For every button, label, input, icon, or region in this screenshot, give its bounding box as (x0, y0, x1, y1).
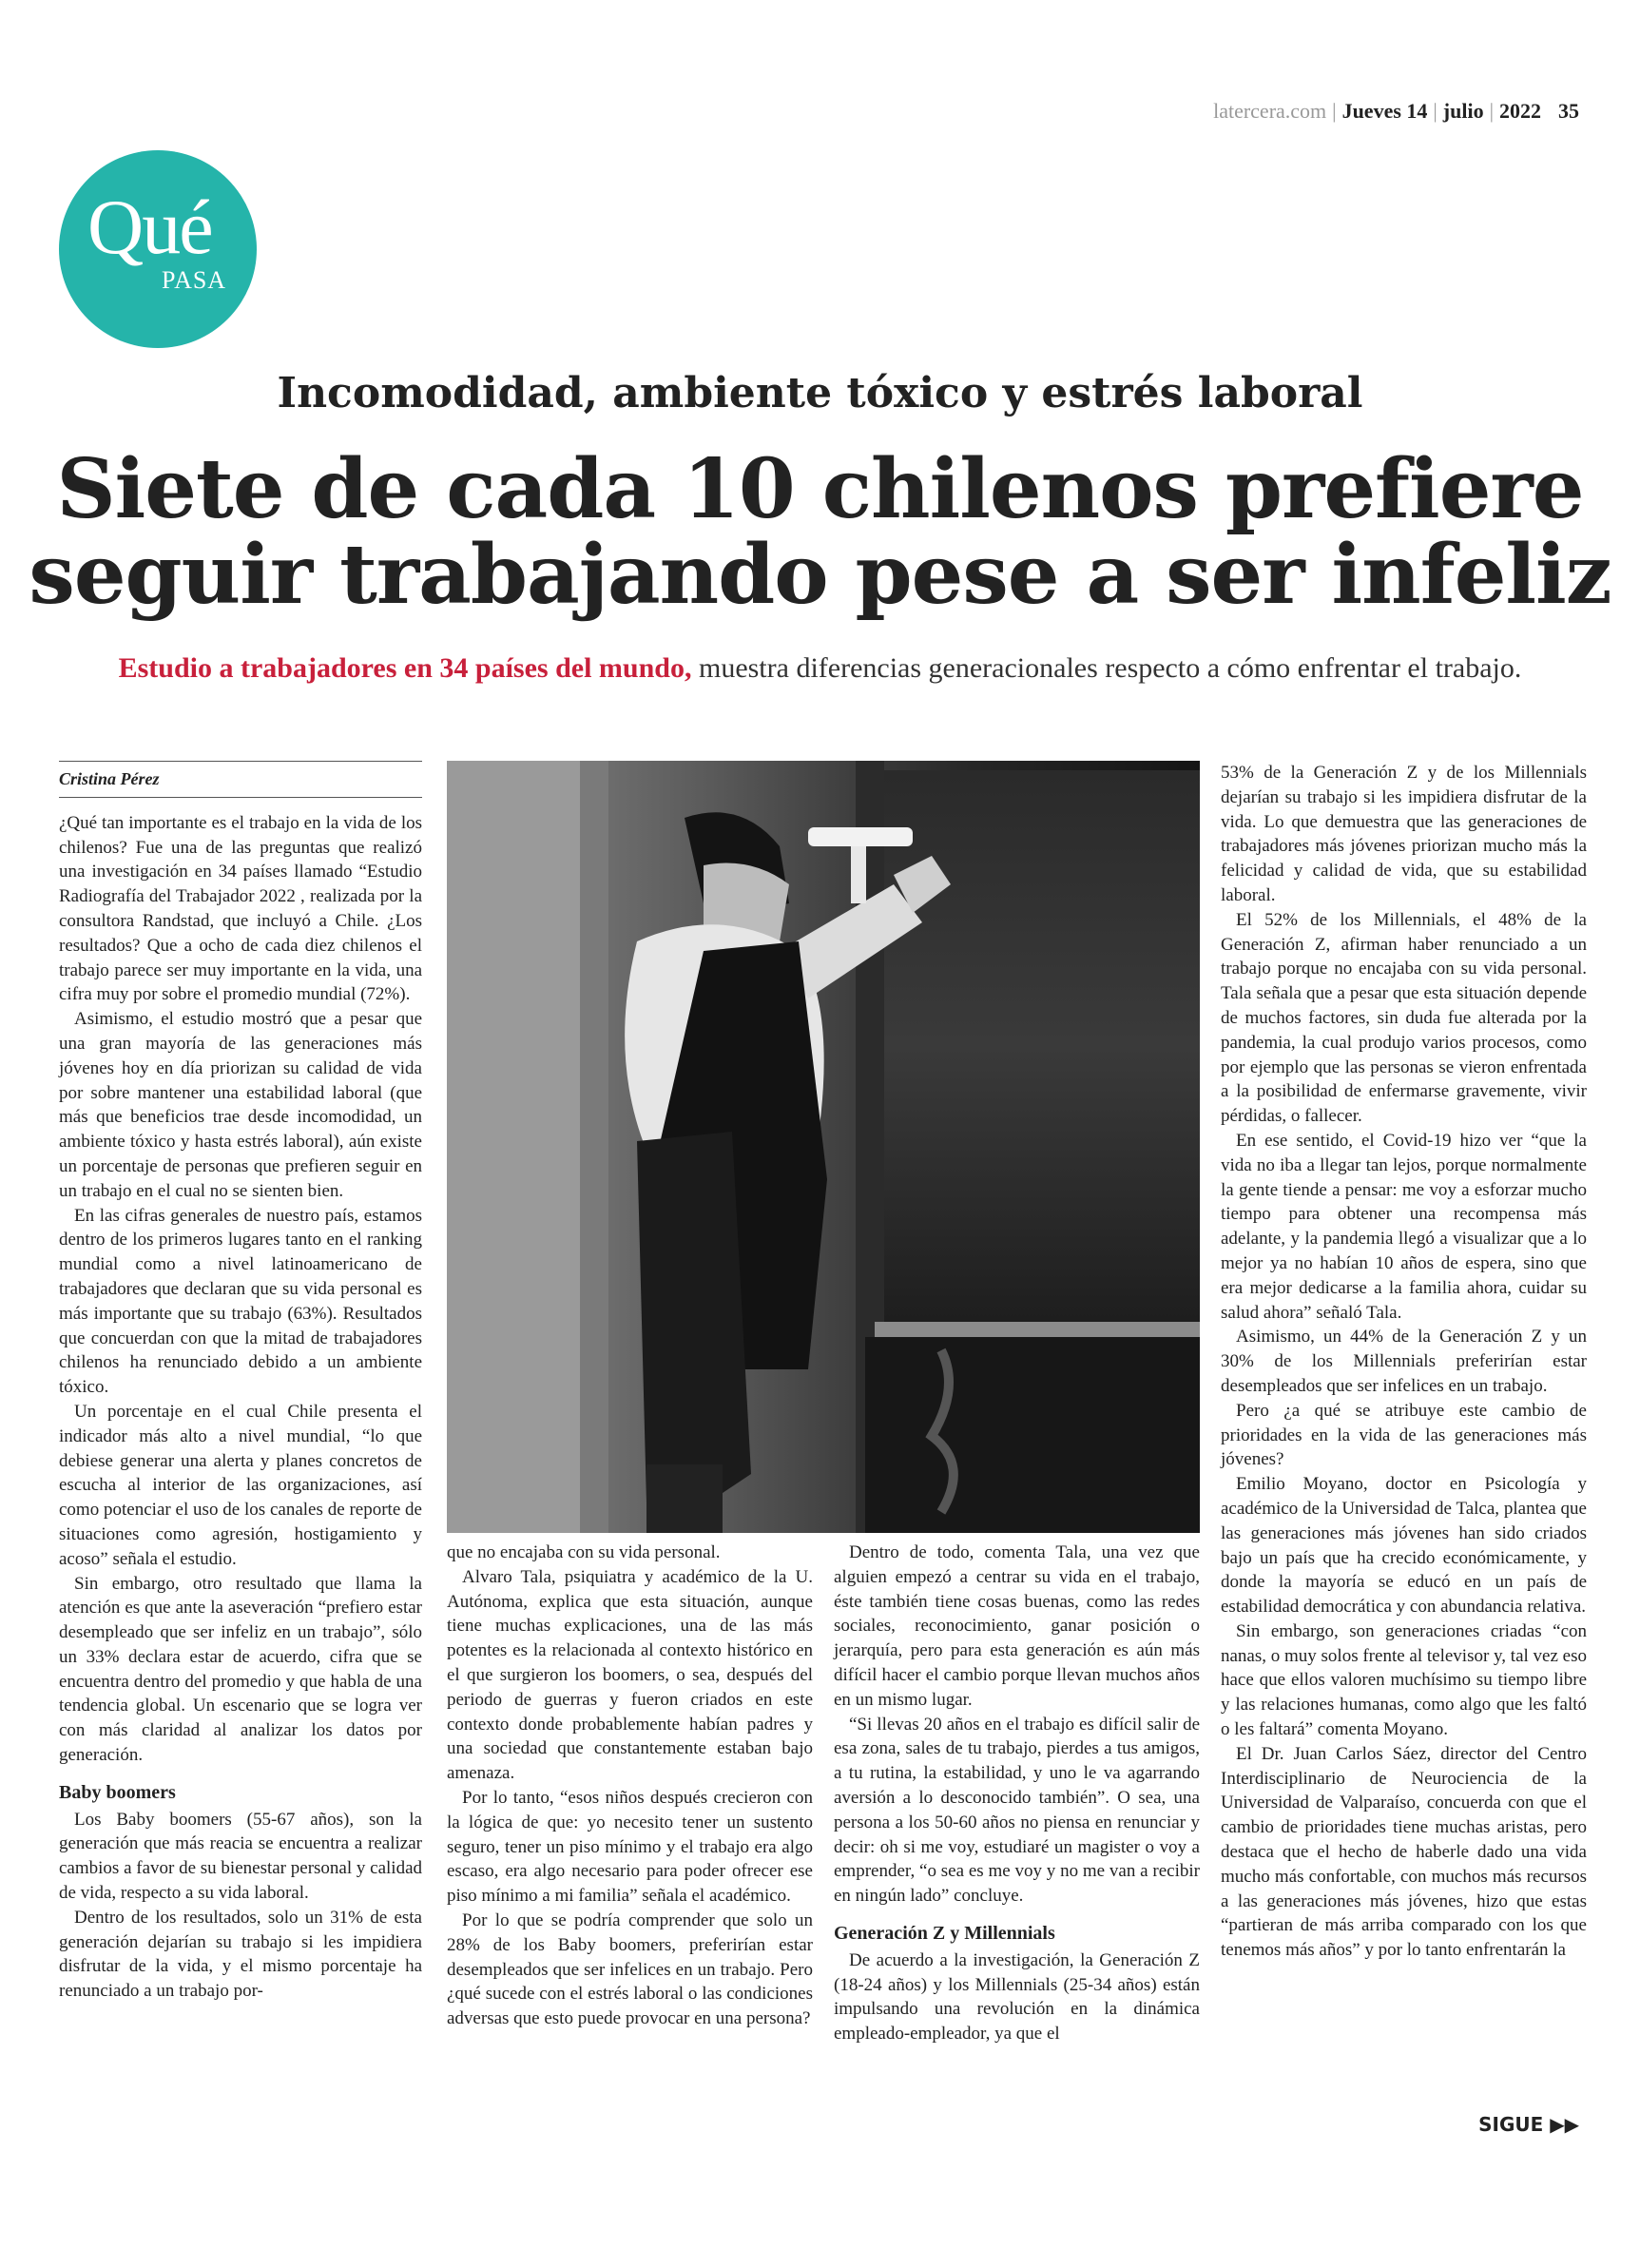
paragraph: Sin embargo, son generaciones criadas “con nanas, o muy solos frente al televisor y, tal vez eso hace que ellos valoren muchísimo su tiempo libre y las relaciones humanas, como algo que les faltó o les faltará” comenta Moyano. (1221, 1620, 1587, 1740)
paragraph: Asimismo, el estudio mostró que a pesar que una gran mayoría de las generaciones más jóvenes hoy en día priorizan su calidad de vida por sobre mantener una estabilidad laboral (que más que beneficios trae desde incomodidad, un ambiente tóxico y hasta estrés laboral), aún existe un porcentaje de personas que prefieren seguir en un trabajo en el cual no se sienten bien. (59, 1009, 422, 1201)
headline-line-2: seguir trabajando pese a ser infeliz (29, 527, 1611, 623)
deck-lead: Estudio a trabajadores en 34 países del mundo, (118, 652, 692, 684)
kicker: Incomodidad, ambiente tóxico y estrés laboral (277, 369, 1363, 417)
paragraph: Un porcentaje en el cual Chile presenta el indicador más alto a nivel mundial, “lo que debiese generar una alerta y planes concretos de escucha al interior de las organizaciones, así como potenciar el uso de los canales de reporte de situaciones como agresión, hostigamiento y acoso” señala el estudio. (59, 1401, 422, 1569)
logo-pasa: PASA (162, 266, 227, 294)
deck (0, 652, 1640, 685)
paragraph: Sin embargo, otro resultado que llama la atención es que ante la aseveración “prefiero estar desempleado que ser infeliz en un trabajo”, sólo un 33% declara estar de acuerdo, cifra que se encuentra dentro del promedio y que habla de una tendencia global. Un escenario que se logra ver con más claridad al analizar los datos por generación. (59, 1573, 422, 1766)
paragraph: El Dr. Juan Carlos Sáez, director del Centro Interdisciplinario de Neurociencia de la Universidad de Valparaíso, concuerda con que el cambio de prioridades tiene muchas aristas, pero destaca que el hecho de haberle dado una vida mucho más confortable, con muchos más recursos a las generaciones más jóvenes, hizo que estas “partieran de más arriba comparado con los que tenemos más años” y por lo tanto enfrentarán la (1221, 1743, 1587, 1961)
paragraph: Emilio Moyano, doctor en Psicología y académico de la Universidad de Talca, plantea que las generaciones más jóvenes han sido criados bajo un país que ha crecido económicamente, y donde la mayoría se educó en un país de estabilidad democrática y con abundancia relativa. (1221, 1474, 1587, 1618)
site-name: latercera.com (1213, 99, 1327, 123)
article-column-3 (834, 1541, 1200, 2046)
headline (0, 441, 1640, 623)
article-photo (447, 761, 1200, 1533)
paragraph: En ese sentido, el Covid-19 hizo ver “que la vida no iba a llegar tan lejos, porque normalmente la gente tiende a pensar: me voy a esforzar mucho tiempo para obtener una recompensa más adelante, y la pandemia llegó a visualizar que a lo mejor ya no habían 10 años de espera, sino que era mejor dedicarse a la familia ahora, cuidar su salud ahora” señaló Tala. (1221, 1130, 1587, 1323)
article-column-4 (1221, 761, 1587, 1963)
paragraph: Por lo tanto, “esos niños después crecieron con la lógica de que: yo necesito tener un sustento seguro, tener un piso mínimo y el trabajo era algo escaso, era algo necesario para poder ofrecer ese piso mínimo a mi familia” señala el académico. (447, 1787, 813, 1907)
paragraph: En las cifras generales de nuestro país, estamos dentro de los primeros lugares tanto en el ranking mundial como a nivel latinoamericano de trabajadores que declaran que su vida personal es más importante que su trabajo (63%). Resultados que concuerdan con que la mitad de trabajadores chilenos ha renunciado debido a un ambiente tóxico. (59, 1205, 422, 1398)
paragraph: Los Baby boomers (55-67 años), son la generación que más reacia se encuentra a realizar cambios a favor de su bienestar personal y calidad de vida, respecto a su vida laboral. (59, 1809, 422, 1904)
date-day: Jueves 14 (1341, 99, 1428, 123)
paragraph: Dentro de todo, comenta Tala, una vez que alguien empezó a centrar su vida en el trabajo, éste también tiene cosas buenas, como las redes sociales, reconocimiento, ganar posición o jerarquía, pero para esta generación es aún más difícil hacer el cambio porque llevan muchos años en un mismo lugar. (834, 1542, 1200, 1710)
paragraph: Dentro de los resultados, solo un 31% de esta generación dejarían su trabajo si les impidiera disfrutar de la vida, y el mismo porcentaje ha renunciado a un trabajo por- (59, 1907, 422, 2002)
article-column-2 (447, 1541, 813, 2031)
paragraph: De acuerdo a la investigación, la Generación Z (18-24 años) y los Millennials (25-34 años) están impulsando una revolución en la dinámica empleado-empleador, ya que el (834, 1949, 1200, 2045)
paragraph: que no encajaba con su vida personal. (447, 1542, 721, 1562)
page-number: 35 (1558, 99, 1579, 123)
date-month: julio (1442, 99, 1484, 123)
paragraph: Por lo que se podría comprender que solo un 28% de los Baby boomers, preferirían estar desempleados que ser infelices en un trabajo. Pero ¿qué sucede con el estrés laboral o las condiciones adversas que esto puede provocar en una persona? (447, 1909, 813, 2029)
byline: Cristina Pérez (59, 761, 422, 798)
subheading: Generación Z y Millennials (834, 1922, 1055, 1944)
paragraph: El 52% de los Millennials, el 48% de la Generación Z, afirman haber renunciado a un trabajo porque no encajaba con su vida personal. Tala señala que a pesar que esta situación depende de muchos factores, sin duda fue alterada por la pandemia, la cual produjo varios procesos, como por ejemplo que las personas se vieron enfrentada a la posibilidad de enfermarse gravemente, vivir pérdidas, o fallecer. (1221, 909, 1587, 1127)
paragraph: Alvaro Tala, psiquiatra y académico de la U. Autónoma, explica que esta situación, aunque tiene muchas explicaciones, una de las más potentes es la relacionada al contexto histórico en el que surgieron los boomers, o sea, después del periodo de guerras y fueron criados en este contexto donde probablemente habían padres y una sociedad que constantemente estaban bajo amenaza. (447, 1566, 813, 1784)
paragraph: Pero ¿a qué se atribuye este cambio de prioridades en la vida de las generaciones más jóvenes? (1221, 1400, 1587, 1470)
subheading: Baby boomers (59, 1781, 176, 1803)
paragraph: Asimismo, un 44% de la Generación Z y un 30% de los Millennials preferirían estar desempleados que ser infelices en un trabajo. (1221, 1327, 1587, 1396)
page-header: latercera.com | Jueves 14 | julio | 2022 35 (1213, 99, 1579, 123)
logo-que: Qué (87, 184, 212, 270)
paragraph: “Si llevas 20 años en el trabajo es difícil salir de esa zona, sales de tu trabajo, pierdes a tus amigos, a tu rutina, la estabilidad, y uno le va agarrando aversión a lo desconocido también”. O sea, una persona a los 50-60 años no piensa en renunciar y decir: oh si me voy, estudiaré un magister o voy a emprender, “o sea es me voy y no me van a recibir en ningún lado” concluye. (834, 1714, 1200, 1907)
date-year: 2022 (1499, 99, 1541, 123)
article-column-1 (59, 761, 422, 2004)
section-logo (59, 150, 257, 348)
continued-marker: SIGUE ▶▶ (1478, 2113, 1579, 2136)
paragraph: ¿Qué tan importante es el trabajo en la vida de los chilenos? Fue una de las preguntas que realizó una investigación en 34 países llamado “Estudio Radiografía del Trabajador 2022 , realizada por la consultora Randstad, que incluyó a Chile. ¿Los resultados? Que a ocho de cada diez chilenos el trabajo parece ser muy importante en la vida, una cifra muy por sobre el promedio mundial (72%). (59, 812, 422, 1005)
paragraph: 53% de la Generación Z y de los Millennials dejarían su trabajo si les impidiera disfrutar de la vida. Lo que demuestra que las generaciones de trabajadores más jóvenes priorizan mucho más la felicidad y calidad de vida, que su estabilidad laboral. (1221, 763, 1587, 905)
deck-rest: muestra diferencias generacionales respecto a cómo enfrentar el trabajo. (691, 652, 1522, 684)
headline-line-1: Siete de cada 10 chilenos prefiere (56, 441, 1584, 537)
